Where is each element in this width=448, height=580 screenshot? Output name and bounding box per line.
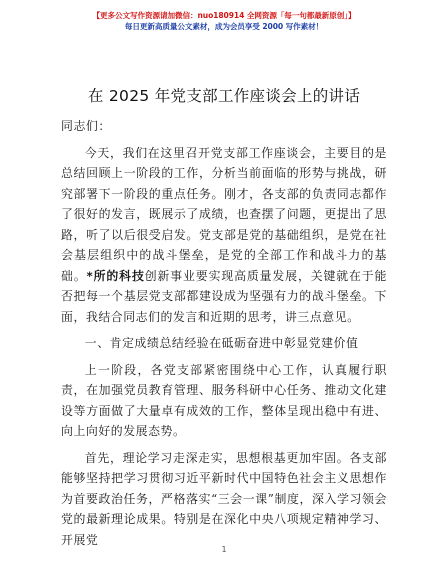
section-heading: 一、肯定成绩总结经验在砥砺奋进中彰显党建价值 bbox=[84, 336, 359, 350]
salutation: 同志们： bbox=[61, 119, 111, 133]
intro-paragraph bbox=[61, 143, 387, 328]
document-title: 在 2025 年党支部工作座谈会上的讲话 bbox=[87, 87, 361, 105]
intro-text-continued: 创新事业要实现高质量发展，关键就在于能否把每一个基层党支部都建设成为坚强有力的战斗堡垒。下面，我结合同志们的发言和近期的思考，讲三点意见。 bbox=[61, 268, 387, 324]
document-body bbox=[61, 116, 387, 550]
intro-bold-text: *所的科技 bbox=[86, 268, 145, 283]
promo-line-blue: 每日更新高质量公文素材，成为会员享受 2000 写作素材！ bbox=[124, 22, 324, 31]
intro-text: 今天，我们在这里召开党支部工作座谈会，主要目的是总结回顾上一阶段的工作，分析当前面临的形势与挑战，研究部署下一阶段的重点任务。刚才，各支部的负责同志都作了很好的发言，既展示了成绩，也查摆了问题，更提出了思路，听了以后很受启发。党支部是党的基础组织，是党在社会基层组织中的战斗堡垒，是党的全部工作和战斗力的基础。 bbox=[61, 145, 387, 283]
section-paragraph: 上一阶段，各党支部紧密围绕中心工作，认真履行职责，在加强党员教育管理、服务科研中心任务、推动文化建设等方面做了大量卓有成效的工作，整体呈现出稳中有进、向上向好的发展态势。 bbox=[61, 362, 387, 438]
page-number: 1 bbox=[221, 545, 227, 554]
section-paragraph: 首先，理论学习走深走实，思想根基更加牢固。各支部能够坚持把学习贯彻习近平新时代中国特色社会主义思想作为首要政治任务，严格落实“三会一课”制度，深入学习领会党的最新理论成果。特别是在深化中央八项规定精神学习、开展党 bbox=[61, 450, 387, 547]
promo-line-red: 【更多公文写作资源请加微信：nuo180914 全网资源「每一句都最新原创」】 bbox=[92, 11, 356, 20]
promo-banner bbox=[0, 10, 448, 32]
